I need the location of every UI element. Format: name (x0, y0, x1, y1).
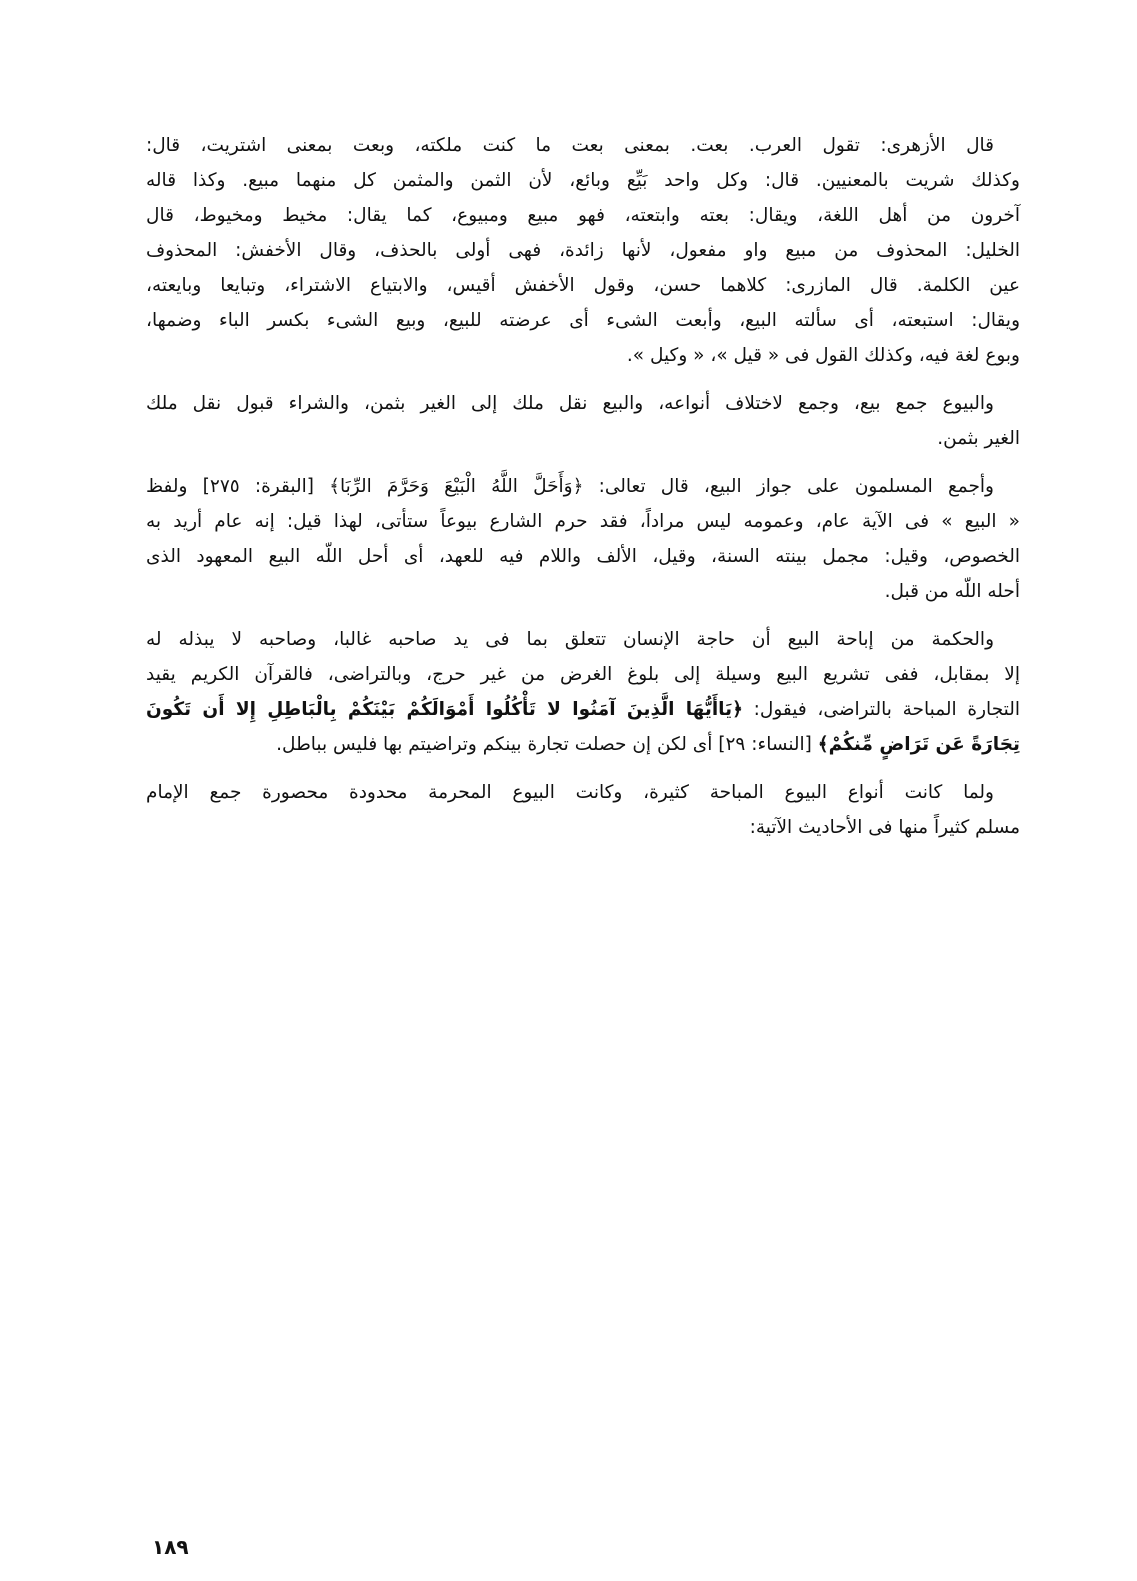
text-segment: قال الأزهرى: تقول العرب. بعت. بمعنى بعت ما كنت ملكته، وبعت بمعنى اشتريت، قال: (146, 135, 994, 156)
text-line (146, 469, 1020, 504)
text-segment: والبيوع جمع بيع، وجمع لاختلاف أنواعه، والبيع نقل ملك إلى الغير بثمن، والشراء قبول نقل ملك (146, 393, 994, 414)
paragraph (146, 128, 1020, 373)
quran-verse: ﴿يَاأَيُّهَا الَّذِينَ آمَنُوا لا تَأْكُلُوا أَمْوَالَكُمْ بَيْنَكُمْ بِالْبَاطِلِ إِلا أَن تَكُونَ (146, 699, 743, 720)
text-segment: مسلم كثيراً منها فى الأحاديث الآتية: (749, 817, 1020, 838)
text-segment: ويقال: استبعته، أى سألته البيع، وأبعت الشىء أى عرضته للبيع، وبيع الشىء بكسر الباء وضمها، (146, 310, 1020, 331)
text-line (146, 574, 1020, 609)
text-segment: الخليل: المحذوف من مبيع واو مفعول، لأنها زائدة، فهى أولى بالحذف، وقال الأخفش: المحذوف (146, 240, 1020, 261)
quran-verse: تِجَارَةً عَن تَرَاضٍ مِّنكُمْ﴾ (817, 734, 1020, 755)
text-line (146, 775, 1020, 810)
text-segment: آخرون من أهل اللغة، ويقال: بعته وابتعته، فهو مبيع ومبيوع، كما يقال: مخيط ومخيوط، قال (146, 205, 1020, 226)
document-body (146, 128, 1020, 858)
text-line (146, 692, 1020, 727)
text-line (146, 622, 1020, 657)
text-line (146, 810, 1020, 845)
text-line (146, 657, 1020, 692)
text-segment: إلا بمقابل، ففى تشريع البيع وسيلة إلى بلوغ الغرض من غير حرج، وبالتراضى، فالقرآن الكريم يقيد (146, 664, 1020, 685)
text-segment: أحله اللّه من قبل. (884, 581, 1020, 602)
text-line (146, 233, 1020, 268)
paragraph (146, 386, 1020, 456)
text-line (146, 268, 1020, 303)
text-line (146, 727, 1020, 762)
text-segment: وكذلك شريت بالمعنيين. قال: وكل واحد بَيِّع وبائع، لأن الثمن والمثمن كل منهما مبيع. وكذا قاله (146, 170, 1020, 191)
text-segment: وأجمع المسلمون على جواز البيع، قال تعالى: ﴿وَأَحَلَّ اللَّهُ الْبَيْعَ وَحَرَّمَ الرِّبَا﴾ [البقرة: ٢٧٥] ولفظ (146, 476, 994, 497)
text-line (146, 338, 1020, 373)
text-segment: [النساء: ٢٩] أى لكن إن حصلت تجارة بينكم وتراضيتم بها فليس بباطل. (276, 734, 818, 755)
text-segment: والحكمة من إباحة البيع أن حاجة الإنسان تتعلق بما فى يد صاحبه غالبا، وصاحبه لا يبذله له (146, 629, 994, 650)
text-segment: عين الكلمة. قال المازرى: كلاهما حسن، وقول الأخفش أقيس، والابتياع الاشتراء، وتبايعا وبايعته، (146, 275, 1020, 296)
text-segment: « البيع » فى الآية عام، وعمومه ليس مراداً، فقد حرم الشارع بيوعاً ستأتى، لهذا قيل: إنه عام أريد به (146, 511, 1020, 532)
text-line (146, 128, 1020, 163)
paragraph (146, 775, 1020, 845)
text-segment: التجارة المباحة بالتراضى، فيقول: (742, 699, 1020, 720)
text-line (146, 386, 1020, 421)
paragraph (146, 469, 1020, 609)
text-line (146, 421, 1020, 456)
text-line (146, 303, 1020, 338)
paragraph (146, 622, 1020, 762)
text-line (146, 198, 1020, 233)
text-segment: الغير بثمن. (937, 428, 1020, 449)
text-segment: وبوع لغة فيه، وكذلك القول فى « قيل »، « وكيل ». (626, 345, 1020, 366)
text-segment: ولما كانت أنواع البيوع المباحة كثيرة، وكانت البيوع المحرمة محدودة محصورة جمع الإمام (146, 782, 994, 803)
text-segment: الخصوص، وقيل: مجمل بينته السنة، وقيل، الألف واللام فيه للعهد، أى أحل اللّه البيع المعهود الذى (146, 546, 1020, 567)
page-number: ١٨٩ (152, 1535, 189, 1559)
text-line (146, 539, 1020, 574)
text-line (146, 504, 1020, 539)
text-line (146, 163, 1020, 198)
